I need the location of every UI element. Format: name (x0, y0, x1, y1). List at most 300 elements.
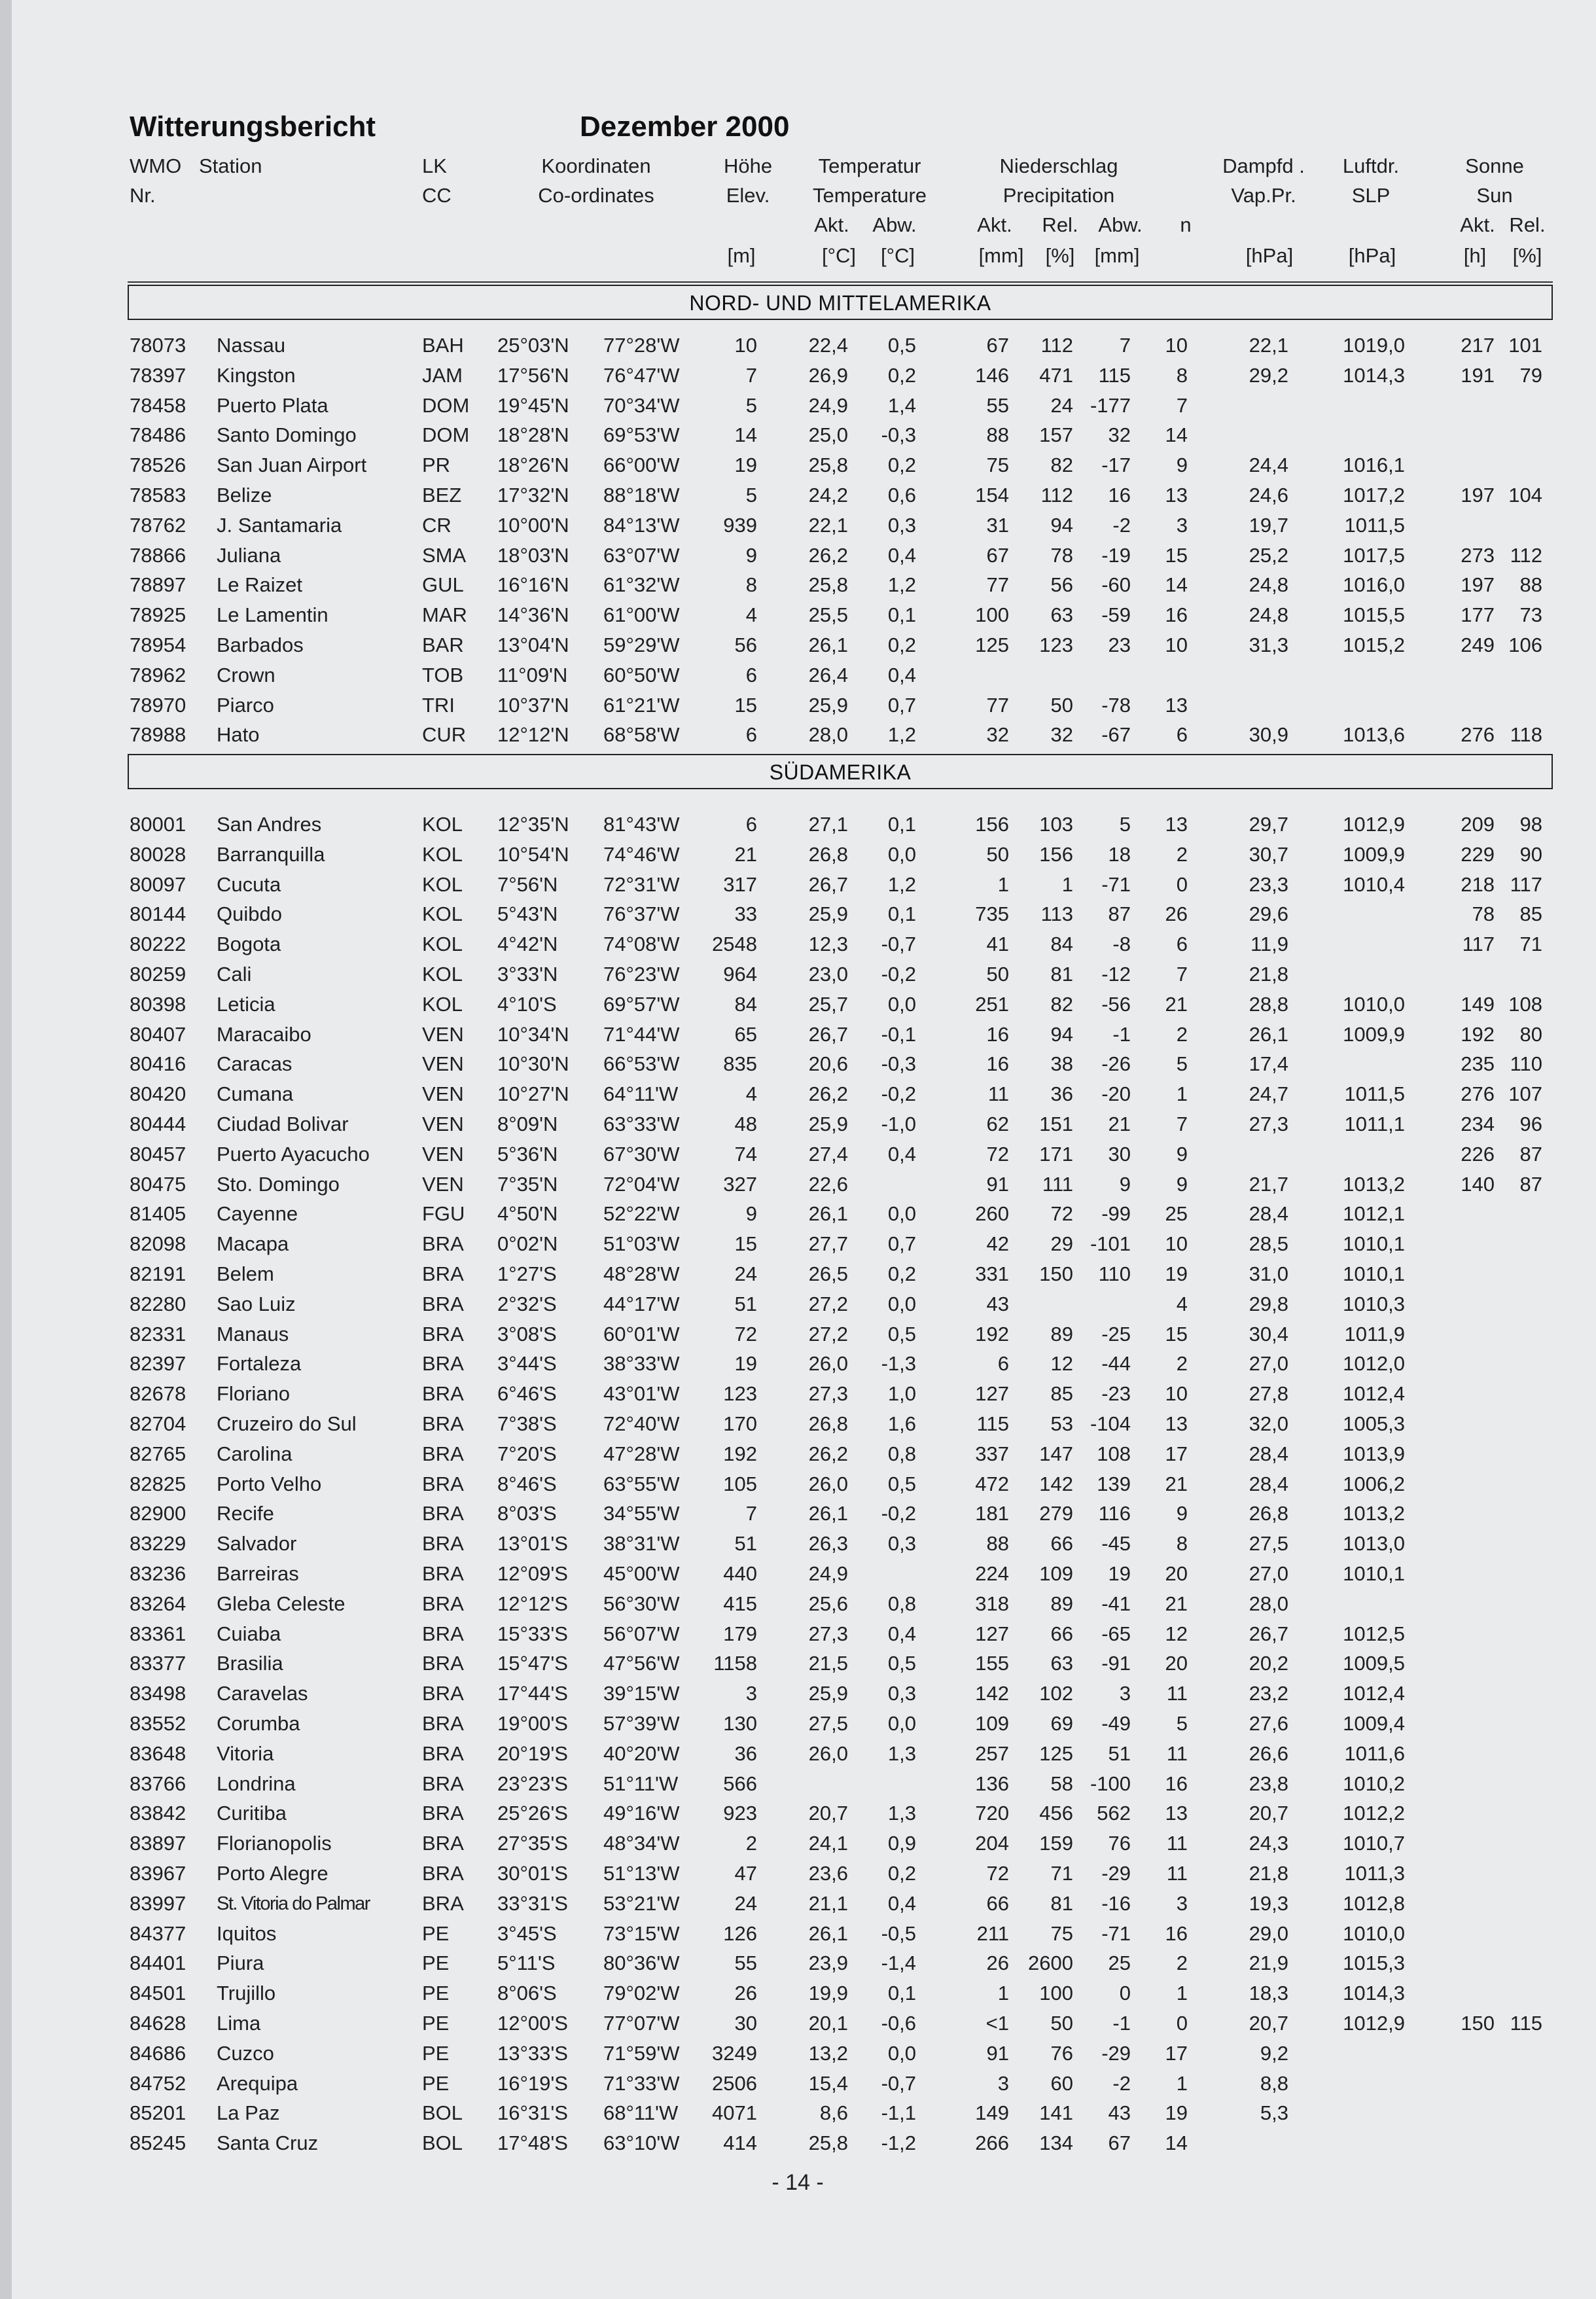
cell-precip-akt: 43 (986, 1292, 1009, 1315)
cell-temp-akt: 26,2 (808, 1442, 848, 1465)
unit-sun-rel: [%] (1512, 244, 1542, 267)
cell-temp-akt: 26,4 (808, 663, 848, 686)
cell-temp-abw: -0,2 (881, 963, 916, 986)
cell-station-name: Cali (217, 963, 252, 986)
cell-latitude: 17°56'N (497, 363, 569, 387)
cell-temp-abw: -0,3 (881, 423, 916, 447)
cell-vapour-pressure: 24,8 (1249, 603, 1288, 627)
cell-wmo-nr: 85201 (130, 2101, 186, 2125)
cell-temp-abw: 1,2 (887, 872, 916, 896)
cell-precip-abw: 76 (1108, 1832, 1131, 1855)
cell-precip-n: 25 (1165, 1202, 1188, 1226)
cell-latitude: 16°19'S (497, 2071, 568, 2095)
cell-temp-abw: 0,4 (887, 1891, 916, 1915)
cell-precip-abw: 9 (1119, 1172, 1131, 1196)
cell-temp-abw: 0,0 (887, 1202, 916, 1226)
cell-longitude: 63°55'W (603, 1472, 680, 1495)
cell-station-name: Florianopolis (217, 1832, 332, 1855)
cell-slp: 1013,2 (1343, 1172, 1405, 1196)
cell-vapour-pressure: 28,4 (1249, 1442, 1288, 1465)
cell-temp-abw: 0,0 (887, 1712, 916, 1735)
cell-country-code: KOL (422, 902, 463, 926)
cell-precip-akt: 26 (986, 1951, 1009, 1975)
cell-temp-akt: 25,8 (808, 454, 848, 477)
cell-wmo-nr: 78954 (130, 633, 186, 656)
cell-precip-n: 9 (1176, 1502, 1188, 1525)
header-cc: CC (422, 184, 452, 207)
cell-sun-akt: 197 (1461, 484, 1495, 507)
cell-slp: 1012,0 (1343, 1352, 1405, 1376)
cell-latitude: 17°44'S (497, 1682, 568, 1705)
cell-temp-akt: 25,0 (808, 423, 848, 447)
cell-temp-abw: 0,9 (887, 1832, 916, 1855)
cell-wmo-nr: 78925 (130, 603, 186, 627)
cell-precip-rel: 81 (1050, 1891, 1073, 1915)
cell-vapour-pressure: 21,9 (1249, 1951, 1288, 1975)
cell-longitude: 52°22'W (603, 1202, 680, 1226)
cell-slp: 1019,0 (1343, 334, 1405, 357)
cell-latitude: 3°08'S (497, 1322, 557, 1346)
cell-precip-akt: 42 (986, 1232, 1009, 1256)
cell-precip-n: 1 (1176, 1982, 1188, 2005)
cell-precip-n: 21 (1165, 1592, 1188, 1615)
cell-precip-abw: -49 (1101, 1712, 1131, 1735)
cell-vapour-pressure: 28,4 (1249, 1202, 1288, 1226)
table-row (0, 690, 1596, 721)
cell-country-code: MAR (422, 603, 467, 627)
cell-precip-akt: 31 (986, 513, 1009, 537)
cell-country-code: BRA (422, 1352, 464, 1376)
cell-vapour-pressure: 21,8 (1249, 963, 1288, 986)
cell-precip-akt: 125 (975, 633, 1009, 656)
cell-precip-n: 20 (1165, 1562, 1188, 1585)
cell-elevation: 130 (723, 1712, 757, 1735)
cell-precip-abw: -20 (1101, 1082, 1131, 1106)
cell-latitude: 12°12'S (497, 1592, 568, 1615)
cell-slp: 1011,3 (1344, 1862, 1405, 1885)
cell-precip-n: 21 (1165, 992, 1188, 1016)
unit-precip-akt: [mm] (978, 244, 1024, 267)
cell-precip-akt: 100 (975, 603, 1009, 627)
cell-precip-rel: 134 (1039, 2131, 1073, 2155)
cell-longitude: 80°36'W (603, 1951, 680, 1975)
cell-station-name: Cumana (217, 1082, 294, 1106)
cell-precip-rel: 66 (1050, 1622, 1073, 1645)
cell-elevation: 51 (734, 1292, 757, 1315)
cell-precip-n: 3 (1176, 1891, 1188, 1915)
table-row (0, 600, 1596, 630)
cell-elevation: 939 (723, 513, 757, 537)
cell-longitude: 38°31'W (603, 1532, 680, 1556)
cell-precip-rel: 66 (1050, 1532, 1073, 1556)
cell-wmo-nr: 80444 (130, 1113, 186, 1135)
section-title: NORD- UND MITTELAMERIKA (689, 291, 991, 315)
cell-elevation: 1158 (713, 1652, 757, 1675)
cell-slp: 1015,2 (1343, 633, 1405, 656)
cell-longitude: 72°40'W (603, 1412, 680, 1435)
cell-elevation: 9 (745, 1202, 757, 1226)
cell-temp-akt: 23,0 (808, 963, 848, 986)
cell-slp: 1017,2 (1343, 484, 1405, 507)
cell-longitude: 51°03'W (603, 1232, 680, 1256)
cell-precip-abw: -8 (1112, 933, 1131, 956)
cell-latitude: 18°03'N (497, 543, 569, 567)
cell-station-name: Puerto Plata (217, 393, 328, 417)
cell-station-name: Santa Cruz (217, 2131, 319, 2155)
cell-slp: 1010,7 (1343, 1832, 1405, 1855)
table-row (0, 570, 1596, 600)
cell-precip-abw: -2 (1112, 513, 1131, 537)
table-row (0, 1948, 1596, 1978)
table-row (0, 1859, 1596, 1889)
cell-country-code: JAM (422, 363, 463, 387)
cell-precip-rel: 50 (1050, 693, 1073, 717)
cell-vapour-pressure: 21,7 (1249, 1172, 1288, 1196)
cell-elevation: 15 (734, 693, 757, 717)
cell-temp-akt: 25,9 (808, 693, 848, 717)
section-title: SÜDAMERIKA (769, 760, 912, 784)
cell-temp-abw: -1,1 (881, 2101, 916, 2125)
cell-station-name: Barbados (217, 633, 304, 656)
cell-precip-akt: 142 (975, 1682, 1009, 1705)
cell-precip-rel: 84 (1050, 933, 1073, 956)
cell-wmo-nr: 82704 (130, 1412, 186, 1435)
section-band (128, 754, 1553, 789)
cell-country-code: BRA (422, 1262, 464, 1285)
cell-slp: 1016,1 (1343, 454, 1405, 477)
cell-station-name: Cayenne (217, 1202, 298, 1226)
cell-temp-akt: 12,3 (808, 933, 848, 956)
cell-precip-n: 17 (1165, 1442, 1188, 1465)
cell-country-code: PE (422, 2071, 450, 2095)
cell-station-name: Gleba Celeste (217, 1592, 346, 1615)
cell-longitude: 68°58'W (603, 723, 680, 747)
cell-longitude: 53°21'W (603, 1891, 680, 1915)
table-row (0, 391, 1596, 421)
cell-vapour-pressure: 24,6 (1249, 484, 1288, 507)
cell-country-code: PE (422, 1951, 450, 1975)
cell-temp-akt: 24,9 (808, 1562, 848, 1585)
cell-latitude: 17°32'N (497, 484, 569, 507)
cell-sun-akt: 192 (1461, 1022, 1495, 1046)
cell-longitude: 69°53'W (603, 423, 680, 447)
cell-sun-rel: 90 (1519, 842, 1542, 866)
cell-precip-rel: 24 (1050, 393, 1073, 417)
cell-latitude: 10°34'N (497, 1022, 569, 1046)
cell-precip-n: 13 (1165, 484, 1188, 507)
header-sun-akt: Akt. (1460, 213, 1495, 236)
cell-precip-akt: 67 (986, 334, 1009, 357)
cell-longitude: 68°11'W (603, 2101, 679, 2125)
cell-precip-akt: 32 (986, 723, 1009, 747)
cell-country-code: BRA (422, 1652, 464, 1675)
cell-elevation: 33 (734, 902, 757, 926)
cell-latitude: 10°27'N (497, 1082, 569, 1106)
cell-temp-akt: 25,9 (808, 1113, 848, 1135)
cell-station-name: Trujillo (217, 1982, 276, 2005)
cell-vapour-pressure: 27,8 (1249, 1382, 1288, 1406)
table-row (0, 1109, 1596, 1139)
cell-precip-n: 11 (1166, 1832, 1188, 1855)
cell-latitude: 19°45'N (497, 393, 569, 417)
cell-country-code: BRA (422, 1562, 464, 1585)
cell-precip-abw: -1 (1112, 1022, 1131, 1046)
table-row (0, 989, 1596, 1020)
cell-wmo-nr: 80144 (130, 902, 186, 926)
cell-precip-akt: 192 (975, 1322, 1009, 1346)
cell-temp-akt: 26,1 (808, 633, 848, 656)
cell-country-code: BRA (422, 1832, 464, 1855)
cell-wmo-nr: 83766 (130, 1772, 186, 1795)
cell-longitude: 40°20'W (603, 1741, 680, 1765)
cell-temp-abw: 0,2 (887, 1862, 916, 1885)
cell-wmo-nr: 78866 (130, 543, 186, 567)
cell-sun-akt: 140 (1461, 1172, 1495, 1196)
cell-wmo-nr: 83377 (130, 1652, 186, 1675)
cell-precip-akt: 331 (975, 1262, 1009, 1285)
cell-sun-akt: 78 (1472, 902, 1495, 926)
cell-longitude: 43°01'W (603, 1382, 680, 1406)
cell-wmo-nr: 78970 (130, 693, 186, 717)
cell-vapour-pressure: 23,8 (1249, 1772, 1288, 1795)
cell-latitude: 5°43'N (497, 902, 558, 926)
cell-wmo-nr: 80001 (130, 813, 186, 836)
cell-temp-abw: 0,0 (887, 992, 916, 1016)
cell-longitude: 45°00'W (603, 1562, 680, 1585)
cell-precip-akt: 72 (986, 1142, 1009, 1166)
cell-precip-rel: 111 (1042, 1172, 1073, 1196)
table-row (0, 1529, 1596, 1559)
cell-sun-rel: 88 (1519, 573, 1542, 597)
unit-sun-akt: [h] (1463, 244, 1487, 267)
cell-station-name: Porto Alegre (217, 1862, 328, 1885)
cell-longitude: 72°31'W (603, 872, 680, 896)
cell-precip-akt: 260 (975, 1202, 1009, 1226)
cell-precip-rel: 141 (1039, 2101, 1073, 2125)
cell-precip-n: 11 (1166, 1862, 1188, 1885)
cell-precip-akt: 77 (986, 693, 1009, 717)
table-row (0, 1229, 1596, 1259)
cell-slp: 1009,9 (1343, 1022, 1405, 1046)
cell-temp-akt: 27,2 (808, 1322, 848, 1346)
cell-country-code: GUL (422, 573, 464, 597)
cell-precip-rel: 29 (1050, 1232, 1073, 1256)
cell-temp-akt: 26,0 (808, 1472, 848, 1495)
cell-vapour-pressure: 8,8 (1260, 2071, 1288, 2095)
cell-precip-abw: 139 (1097, 1472, 1131, 1495)
cell-wmo-nr: 84628 (130, 2012, 186, 2035)
cell-sun-rel: 108 (1508, 992, 1542, 1016)
cell-longitude: 56°30'W (603, 1592, 680, 1615)
cell-elevation: 36 (734, 1741, 757, 1765)
cell-precip-akt: 156 (975, 813, 1009, 836)
cell-wmo-nr: 83967 (130, 1862, 186, 1885)
cell-precip-n: 2 (1176, 1022, 1188, 1046)
cell-wmo-nr: 80028 (130, 842, 186, 866)
cell-precip-abw: 116 (1098, 1502, 1131, 1525)
cell-country-code: BRA (422, 1472, 464, 1495)
cell-wmo-nr: 78458 (130, 393, 186, 417)
cell-latitude: 6°46'S (497, 1382, 557, 1406)
header-precipitation-en: Precipitation (1002, 184, 1115, 207)
cell-station-name: Puerto Ayacucho (217, 1142, 370, 1166)
cell-precip-akt: 50 (986, 963, 1009, 986)
cell-wmo-nr: 82397 (130, 1352, 186, 1376)
cell-precip-abw: -23 (1101, 1382, 1131, 1406)
cell-precip-akt: 91 (986, 2041, 1009, 2065)
cell-temp-abw: -0,6 (881, 2012, 916, 2035)
cell-precip-abw: -44 (1101, 1352, 1131, 1376)
cell-precip-akt: 136 (975, 1772, 1009, 1795)
cell-precip-rel: 279 (1039, 1502, 1073, 1525)
cell-vapour-pressure: 9,2 (1260, 2041, 1288, 2065)
table-row (0, 1769, 1596, 1799)
cell-latitude: 8°03'S (497, 1502, 557, 1525)
cell-elevation: 4071 (712, 2101, 757, 2125)
cell-longitude: 63°07'W (603, 543, 680, 567)
cell-precip-abw: -29 (1101, 2041, 1131, 2065)
table-row (0, 2039, 1596, 2069)
unit-temp-abw: [°C] (880, 244, 915, 267)
cell-country-code: VEN (422, 1052, 464, 1076)
cell-slp: 1013,0 (1343, 1532, 1405, 1556)
cell-sun-akt: 229 (1461, 842, 1495, 866)
cell-temp-abw: 0,3 (887, 1532, 916, 1556)
cell-latitude: 20°19'S (497, 1741, 568, 1765)
cell-precip-rel: 76 (1050, 2041, 1073, 2065)
cell-precip-n: 13 (1165, 1802, 1188, 1825)
cell-latitude: 12°09'S (497, 1562, 568, 1585)
cell-station-name: Londrina (217, 1772, 296, 1795)
cell-vapour-pressure: 30,9 (1249, 723, 1288, 747)
cell-precip-rel: 156 (1039, 842, 1073, 866)
cell-vapour-pressure: 17,4 (1249, 1052, 1288, 1076)
header-precip-rel: Rel. (1042, 213, 1078, 236)
cell-elevation: 414 (723, 2131, 757, 2155)
cell-temp-akt: 26,1 (808, 1921, 848, 1945)
cell-temp-abw: 1,2 (887, 723, 916, 747)
cell-temp-akt: 26,8 (808, 1412, 848, 1435)
cell-precip-abw: 87 (1108, 902, 1131, 926)
cell-temp-abw: 0,1 (887, 902, 916, 926)
cell-elevation: 123 (723, 1382, 757, 1406)
cell-temp-akt: 26,8 (808, 842, 848, 866)
cell-sun-akt: 191 (1461, 363, 1495, 387)
cell-wmo-nr: 83229 (130, 1532, 186, 1556)
cell-precip-abw: 562 (1097, 1802, 1131, 1825)
cell-temp-abw: 0,2 (887, 1262, 916, 1285)
cell-precip-rel: 89 (1050, 1322, 1073, 1346)
cell-vapour-pressure: 30,7 (1249, 842, 1288, 866)
cell-elevation: 47 (734, 1862, 757, 1885)
cell-temp-akt: 20,7 (808, 1802, 848, 1825)
cell-temp-akt: 27,3 (808, 1382, 848, 1406)
cell-vapour-pressure: 32,0 (1249, 1412, 1288, 1435)
cell-latitude: 12°00'S (497, 2012, 568, 2035)
cell-precip-abw: 51 (1108, 1741, 1131, 1765)
header-sunshine-en: Sun (1476, 184, 1513, 207)
cell-station-name: J. Santamaria (217, 513, 342, 537)
unit-precip-abw: [mm] (1094, 244, 1140, 267)
cell-country-code: BRA (422, 1862, 464, 1885)
table-row (0, 1889, 1596, 1919)
cell-precip-abw: -2 (1112, 2071, 1131, 2095)
cell-temp-abw: 0,2 (887, 363, 916, 387)
cell-slp: 1011,9 (1344, 1322, 1405, 1346)
cell-latitude: 0°02'N (497, 1232, 558, 1256)
cell-precip-akt: 1 (997, 872, 1009, 896)
cell-precip-abw: 115 (1098, 363, 1131, 387)
cell-elevation: 5 (745, 393, 757, 417)
cell-latitude: 12°12'N (497, 723, 569, 747)
cell-longitude: 66°53'W (603, 1052, 680, 1076)
table-row (0, 2098, 1596, 2128)
cell-longitude: 67°30'W (603, 1142, 680, 1166)
header-sunshine: Sonne (1465, 154, 1524, 177)
cell-wmo-nr: 85245 (130, 2131, 186, 2155)
cell-precip-n: 16 (1165, 1921, 1188, 1945)
cell-wmo-nr: 80416 (130, 1052, 186, 1076)
cell-vapour-pressure: 28,5 (1249, 1232, 1288, 1256)
cell-precip-rel: 109 (1039, 1562, 1073, 1585)
cell-longitude: 34°55'W (603, 1502, 680, 1525)
cell-latitude: 10°37'N (497, 693, 569, 717)
cell-temp-akt: 25,6 (808, 1592, 848, 1615)
cell-country-code: KOL (422, 933, 463, 956)
cell-station-name: La Paz (217, 2101, 280, 2125)
cell-slp: 1011,5 (1344, 1082, 1405, 1106)
cell-country-code: BRA (422, 1412, 464, 1435)
cell-precip-akt: 109 (975, 1712, 1009, 1735)
cell-country-code: KOL (422, 813, 463, 836)
cell-station-name: Crown (217, 663, 275, 686)
cell-precip-akt: 91 (986, 1172, 1009, 1196)
cell-precip-abw: 25 (1108, 1951, 1131, 1975)
cell-temp-abw: 0,2 (887, 454, 916, 477)
cell-country-code: VEN (422, 1172, 464, 1196)
cell-station-name: Floriano (217, 1382, 290, 1406)
cell-vapour-pressure: 20,7 (1249, 1802, 1288, 1825)
cell-vapour-pressure: 29,0 (1249, 1921, 1288, 1945)
cell-precip-akt: 251 (975, 992, 1009, 1016)
cell-latitude: 3°33'N (497, 963, 558, 986)
cell-temp-akt: 19,9 (808, 1982, 848, 2005)
cell-slp: 1015,3 (1343, 1951, 1405, 1975)
cell-precip-n: 11 (1166, 1741, 1188, 1765)
cell-slp: 1013,2 (1343, 1502, 1405, 1525)
cell-temp-abw: 1,3 (887, 1741, 916, 1765)
table-row (0, 330, 1596, 361)
cell-precip-rel: 102 (1039, 1682, 1073, 1705)
cell-precip-akt: 154 (975, 484, 1009, 507)
cell-station-name: Manaus (217, 1322, 289, 1346)
cell-vapour-pressure: 23,2 (1249, 1682, 1288, 1705)
cell-precip-rel: 71 (1050, 1862, 1073, 1885)
cell-latitude: 13°04'N (497, 633, 569, 656)
cell-elevation: 6 (745, 663, 757, 686)
cell-latitude: 11°09'N (497, 663, 568, 686)
cell-latitude: 8°06'S (497, 1982, 557, 2005)
table-row (0, 2128, 1596, 2158)
cell-elevation: 26 (734, 1982, 757, 2005)
cell-longitude: 69°57'W (603, 992, 680, 1016)
cell-precip-akt: 472 (975, 1472, 1009, 1495)
cell-precip-rel: 89 (1050, 1592, 1073, 1615)
cell-wmo-nr: 80420 (130, 1082, 186, 1106)
cell-elevation: 2506 (712, 2071, 757, 2095)
cell-slp: 1012,1 (1343, 1202, 1405, 1226)
cell-country-code: BRA (422, 1682, 464, 1705)
